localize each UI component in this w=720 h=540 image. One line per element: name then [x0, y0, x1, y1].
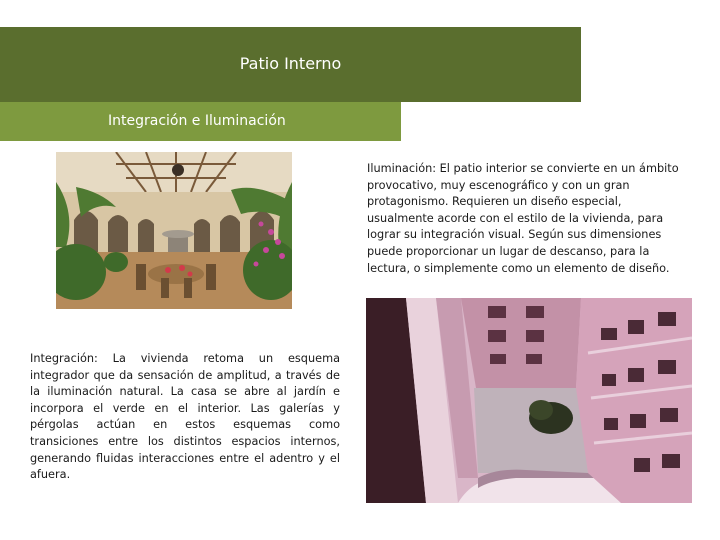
iluminacion-paragraph: Iluminación: El patio interior se convierte en un ámbito provocativo, muy escenográfico y con un gran protagonismo. Requieren un diseño especial, usualmente acorde con el estilo de la vivienda, para lograr su integración visual. Según sus dimensiones puede proporcionar un lugar de descanso, para la lectura, o simplemente como un elemento de diseño. [367, 162, 679, 275]
slide-subtitle: Integración e Iluminación [108, 113, 286, 129]
slide-title: Patio Interno [239, 54, 342, 73]
subtitle-banner [0, 102, 401, 141]
patio-photo [56, 152, 292, 309]
atrium-photo [366, 298, 692, 503]
integracion-paragraph: Integración: La vivienda retoma un esquema integrador que da sensación de amplitud, a través de la iluminación natural. La casa se abre al jardín e incorpora el verde en el interior. Las galerías y pérgolas actúan en estos esquemas como transiciones entre los distintos espacios internos, generando fluidas interacciones entre el adentro y el afuera. [30, 352, 340, 482]
title-banner [0, 27, 581, 102]
